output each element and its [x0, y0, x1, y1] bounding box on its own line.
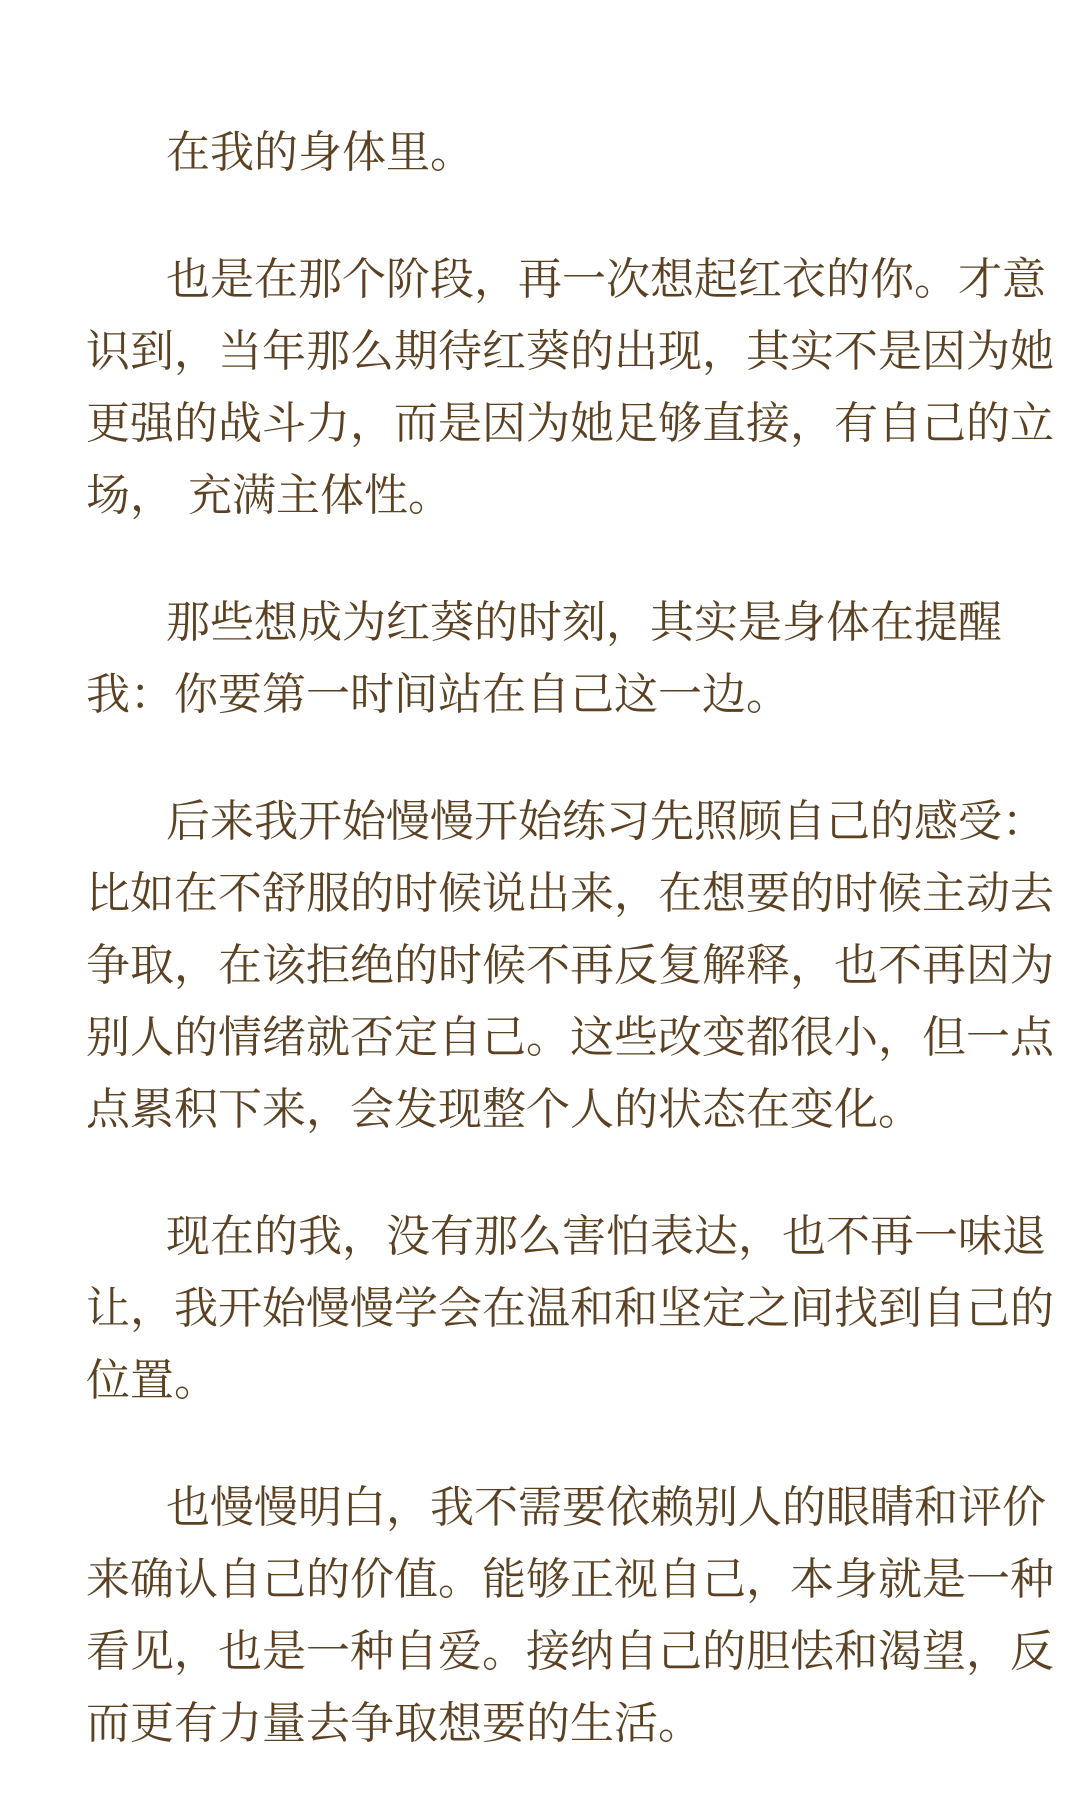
paragraph-6-line-2: 来确认自己的价值。能够正视自己，本身就是一种 [86, 1554, 1054, 1605]
paragraph-4-line-1: 后来我开始慢慢开始练习先照顾自己的感受： [166, 796, 1046, 847]
paragraph-6-line-1: 也慢慢明白，我不需要依赖别人的眼睛和评价 [166, 1482, 1046, 1533]
paragraph-3-line-2: 我：你要第一时间站在自己这一边。 [86, 669, 790, 720]
paragraph-4-line-3: 争取，在该拒绝的时候不再反复解释，也不再因为 [86, 940, 1054, 991]
paragraph-6-line-3: 看见，也是一种自爱。接纳自己的胆怯和渴望，反 [86, 1626, 1054, 1677]
paragraph-4-line-5: 点累积下来，会发现整个人的状态在变化。 [86, 1084, 922, 1135]
paragraph-5-line-3: 位置。 [86, 1355, 218, 1406]
paragraph-1-line-1: 在我的身体里。 [166, 127, 474, 178]
paragraph-6-line-4: 而更有力量去争取想要的生活。 [86, 1698, 702, 1749]
paragraph-2-line-4: 场， 充满主体性。 [86, 470, 452, 521]
paragraph-2-line-3: 更强的战斗力，而是因为她足够直接，有自己的立 [86, 398, 1054, 449]
paragraph-4-line-4: 别人的情绪就否定自己。这些改变都很小，但一点 [86, 1012, 1054, 1063]
paragraph-3-line-1: 那些想成为红葵的时刻，其实是身体在提醒 [166, 597, 1002, 648]
paragraph-5-line-2: 让，我开始慢慢学会在温和和坚定之间找到自己的 [86, 1283, 1054, 1334]
paragraph-5-line-1: 现在的我，没有那么害怕表达，也不再一味退 [166, 1211, 1046, 1262]
paragraph-2-line-1: 也是在那个阶段，再一次想起红衣的你。才意 [166, 254, 1046, 305]
paragraph-4-line-2: 比如在不舒服的时候说出来，在想要的时候主动去 [86, 868, 1054, 919]
paragraph-2-line-2: 识到，当年那么期待红葵的出现，其实不是因为她 [86, 326, 1054, 377]
